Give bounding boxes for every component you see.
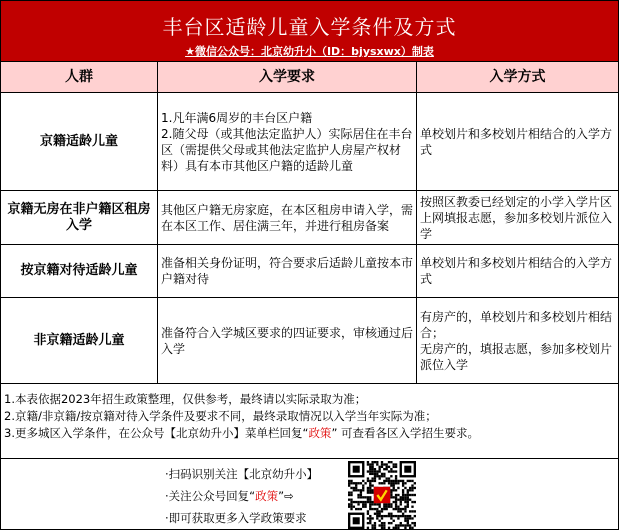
header-requirement: 入学要求 — [158, 62, 417, 93]
requirement-cell: 准备符合入学城区要求的四证要求，审核通过后入学 — [158, 298, 417, 384]
group-cell: 京籍无房在非户籍区租房入学 — [1, 191, 158, 245]
qr-line-2 — [165, 485, 318, 507]
requirement-cell: 其他区户籍无房家庭，在本区租房申请入学，需在本区工作、居住满三年，并进行租房备案 — [158, 191, 417, 245]
note-2: 2.京籍/非京籍/按京籍对待入学条件及要求不同，最终录取情况以入学当年实际为准； — [4, 409, 437, 423]
method-cell: 按照区教委已经划定的小学入学片区上网填报志愿，参加多校划片派位入学 — [417, 191, 619, 245]
method-cell: 单校划片和多校划片相结合的入学方式 — [417, 93, 619, 191]
notes-section — [0, 383, 619, 459]
requirement-line: 1.凡年满6周岁的丰台区户籍 — [161, 110, 313, 125]
table-row — [1, 298, 619, 384]
group-cell: 京籍适龄儿童 — [1, 93, 158, 191]
method-cell: 单校划片和多校划片相结合的入学方式 — [417, 245, 619, 298]
title-banner — [0, 0, 619, 62]
keyword-highlight: 政策 — [308, 426, 332, 440]
subtitle: ★微信公众号：北京幼升小（ID：bjysxwx）制表 — [185, 45, 434, 58]
requirement-line: 2.随父母（或其他法定监护人）实际居住在丰台区（需提供父母或其他法定监护人房屋产权材料）具有本市其他区户籍的适龄儿童 — [161, 126, 413, 173]
header-method: 入学方式 — [417, 62, 619, 93]
note-3-text: 3.更多城区入学条件，在公众号【北京幼升小】菜单栏回复“ — [4, 426, 309, 440]
table-row — [1, 245, 619, 298]
table-row — [1, 191, 619, 245]
method-cell — [417, 298, 619, 384]
qr-code[interactable] — [348, 461, 416, 529]
note-3 — [4, 425, 618, 442]
note-3-text-end: ” 可查看各区入学招生要求。 — [331, 426, 480, 440]
qr-line-2-end: ”⇨ — [278, 489, 294, 503]
note-1: 1.本表依据2023年招生政策整理，仅供参考，最终请以实际录取为准； — [4, 392, 367, 406]
page-title: 丰台区适龄儿童入学条件及方式 — [162, 15, 457, 39]
method-line: 有房产的，单校划片和多校划片相结合； — [420, 309, 613, 340]
qr-line-3: ·即可获取更多入学政策要求 — [165, 511, 307, 525]
qr-line-1: ·扫码识别关注【北京幼升小】 — [165, 467, 319, 481]
group-cell: 按京籍对待适龄儿童 — [1, 245, 158, 298]
group-cell: 非京籍适龄儿童 — [1, 298, 158, 384]
admission-table — [0, 61, 619, 384]
table-header — [1, 62, 619, 93]
qr-section — [0, 458, 619, 530]
requirement-cell: 准备相关身份证明，符合要求后适龄儿童按本市户籍对待 — [158, 245, 417, 298]
keyword-highlight: 政策 — [255, 489, 279, 503]
qr-line-2-text: ·关注公众号回复“ — [165, 489, 256, 503]
requirement-cell — [158, 93, 417, 191]
method-line: 无房产的，填报志愿，参加多校划片派位入学 — [420, 341, 613, 372]
header-group: 人群 — [1, 62, 158, 93]
table-row — [1, 93, 619, 191]
